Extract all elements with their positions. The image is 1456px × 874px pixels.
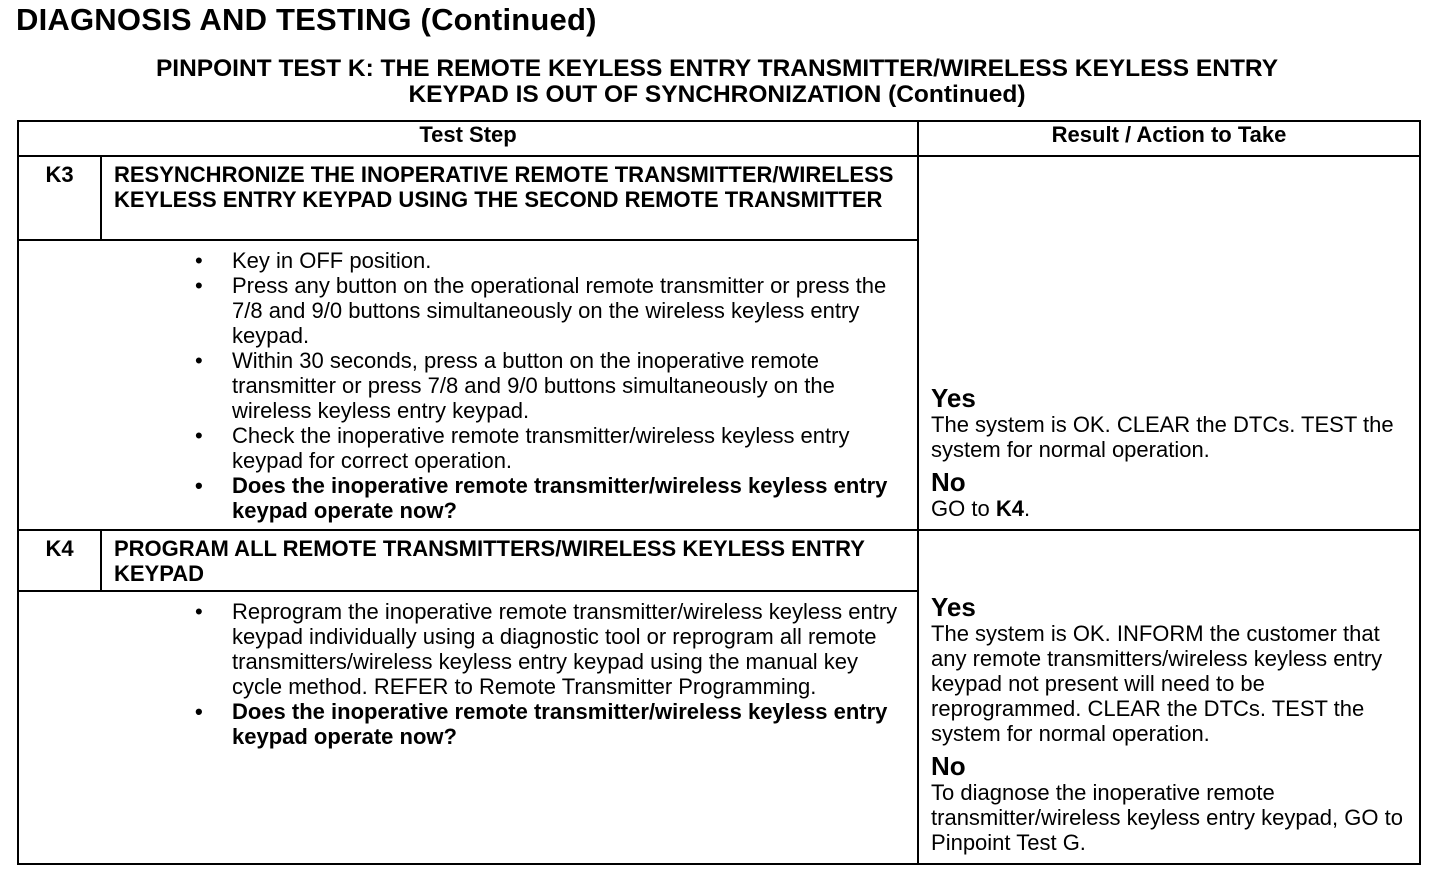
- result-yes-label: Yes: [931, 383, 976, 413]
- step-k3-title-row: [18, 156, 1420, 240]
- step-id-k3: K3: [18, 156, 101, 240]
- list-item: • Reprogram the inoperative remote transmitter/wireless keyless entry keypad individually using a diagnostic tool or reprogram all remote transmitters/wireless keyless entry keypad using the manual key cycle method. REFER to Remote Transmitter Programming.: [101, 599, 909, 699]
- result-yes-label: Yes: [931, 592, 976, 622]
- step-result-k3: [918, 156, 1420, 530]
- step-body-k4: [101, 591, 918, 864]
- list-item: • Check the inoperative remote transmitter/wireless keyless entry keypad for correct operation.: [101, 423, 909, 473]
- step-title-k4: PROGRAM ALL REMOTE TRANSMITTERS/WIRELESS KEYLESS ENTRY KEYPAD: [101, 530, 918, 591]
- step-body-k3: [101, 240, 918, 530]
- step-k4-title-row: [18, 530, 1420, 591]
- step-id-k4: K4: [18, 530, 101, 591]
- step-k3-spacer: [18, 240, 101, 530]
- result-column-header: Result / Action to Take: [918, 121, 1420, 156]
- result-no-prefix: GO to: [931, 496, 996, 521]
- pinpoint-test-title-line-1: PINPOINT TEST K: THE REMOTE KEYLESS ENTRY TRANSMITTER/WIRELESS KEYLESS ENTRY: [155, 55, 1279, 82]
- page-heading: DIAGNOSIS AND TESTING (Continued): [16, 2, 597, 37]
- step-k3-bullet-list: [101, 248, 909, 523]
- list-item-question: • Does the inoperative remote transmitter/wireless keyless entry keypad operate now?: [101, 699, 909, 749]
- pinpoint-test-title: [16, 56, 1418, 108]
- pinpoint-test-title-line-2: KEYPAD IS OUT OF SYNCHRONIZATION (Continued): [408, 81, 1026, 108]
- step-k4-spacer: [18, 591, 101, 864]
- list-item: • Press any button on the operational remote transmitter or press the 7/8 and 9/0 buttons simultaneously on the wireless keyless entry keypad.: [101, 273, 909, 348]
- pinpoint-test-table: [17, 120, 1421, 865]
- result-yes-text: The system is OK. INFORM the customer that any remote transmitters/wireless keyless entry keypad not present will need to be reprogrammed. CLEAR the DTCs. TEST the system for normal operation.: [931, 621, 1383, 746]
- result-no-label: No: [931, 751, 966, 781]
- table-header-row: [18, 121, 1420, 156]
- step-title-k3: RESYNCHRONIZE THE INOPERATIVE REMOTE TRANSMITTER/WIRELESS KEYLESS ENTRY KEYPAD USING THE SECOND REMOTE TRANSMITTER: [101, 156, 918, 240]
- list-item-question: • Does the inoperative remote transmitter/wireless keyless entry keypad operate now?: [101, 473, 909, 523]
- result-no-label: No: [931, 467, 966, 497]
- step-k4-bullet-list: [101, 599, 909, 749]
- result-no-suffix: .: [1023, 496, 1031, 521]
- list-item: • Key in OFF position.: [101, 248, 909, 273]
- step-result-k4: [918, 530, 1420, 864]
- result-no-text: To diagnose the inoperative remote transmitter/wireless keyless entry keypad, GO to Pinpoint Test G.: [931, 780, 1403, 855]
- test-step-column-header: Test Step: [18, 121, 918, 156]
- list-item: • Within 30 seconds, press a button on the inoperative remote transmitter or press 7/8 and 9/0 buttons simultaneously on the wireless keyless entry keypad.: [101, 348, 909, 423]
- result-no-step-ref: K4: [995, 496, 1024, 521]
- result-yes-text: The system is OK. CLEAR the DTCs. TEST the system for normal operation.: [931, 412, 1394, 462]
- result-no-text: [931, 496, 1411, 521]
